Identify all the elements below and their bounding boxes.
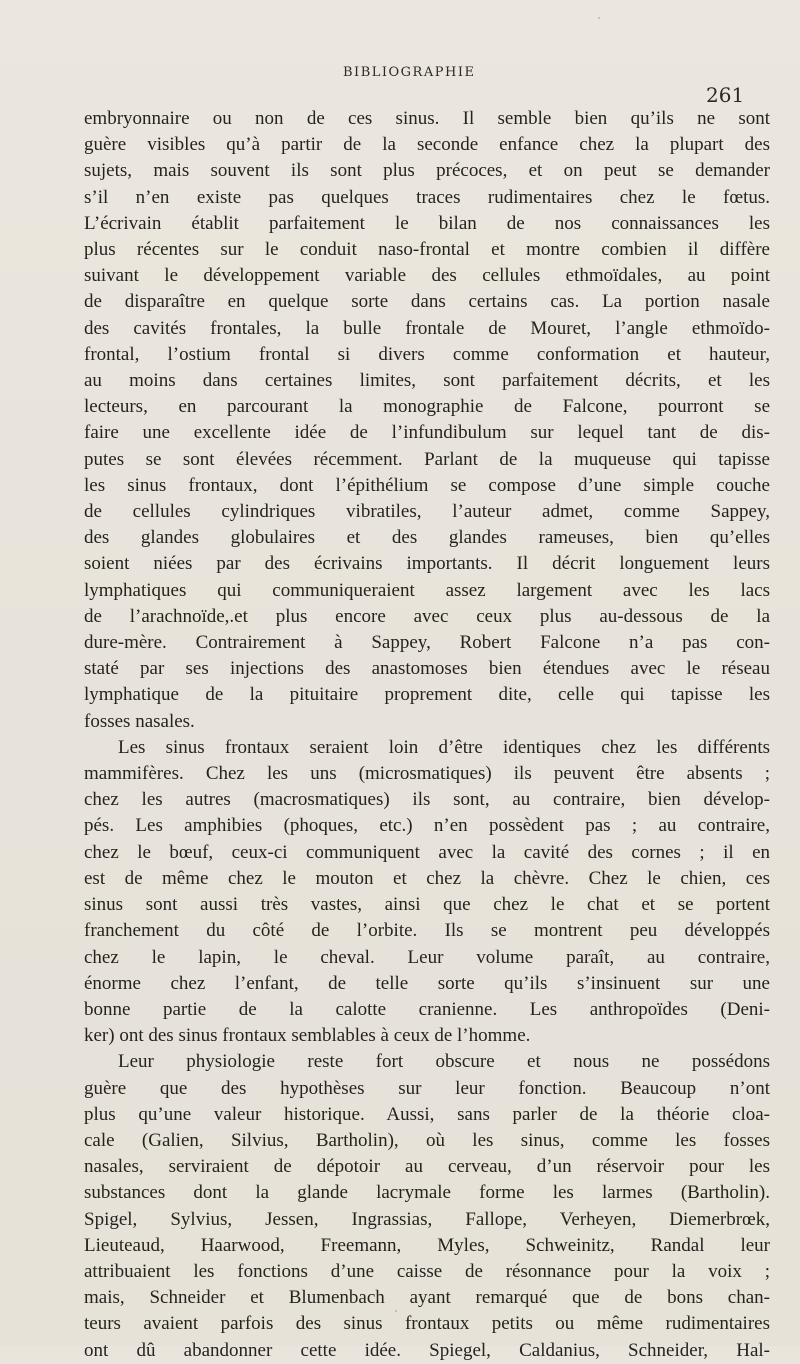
text-line: chez les autres (macrosmatiques) ils sont, au contraire, bien dévelop- (84, 789, 770, 811)
text-line: des cavités frontales, la bulle frontale de Mouret, l’angle ethmoïdo- (84, 317, 770, 339)
paper-speck (598, 17, 600, 19)
text-line: teurs avaient parfois des sinus frontaux petits ou même rudimentaires (84, 1313, 770, 1335)
text-line: cale (Galien, Silvius, Bartholin), où les sinus, comme les fosses (84, 1129, 770, 1151)
text-line: suivant le développement variable des cellules ethmoïdales, au point (84, 265, 770, 287)
text-line: Les sinus frontaux seraient loin d’être identiques chez les différents (118, 736, 770, 758)
text-line: mais, Schneider et Blumenbach ayant remarqué que de bons chan- (84, 1287, 770, 1309)
text-line: dure-mère. Contrairement à Sappey, Robert Falcone n’a pas con- (84, 632, 770, 654)
text-line: de cellules cylindriques vibratiles, l’auteur admet, comme Sappey, (84, 501, 770, 523)
text-line: embryonnaire ou non de ces sinus. Il semble bien qu’ils ne sont (84, 108, 770, 129)
text-line: soient niées par des écrivains importants. Il décrit longuement leurs (84, 553, 770, 575)
text-line: fosses nasales. (84, 710, 195, 732)
text-line: pés. Les amphibies (phoques, etc.) n’en possèdent pas ; au contraire, (84, 815, 770, 837)
text-line: faire une excellente idée de l’infundibulum sur lequel tant de dis- (84, 422, 770, 444)
text-line: putes se sont élevées récemment. Parlant de la muqueuse qui tapisse (84, 448, 770, 470)
text-line: substances dont la glande lacrymale forme les larmes (Bartholin). (84, 1182, 770, 1204)
text-line: ker) ont des sinus frontaux semblables à ceux de l’homme. (84, 1025, 531, 1047)
paper-speck (395, 1310, 397, 1312)
text-line: staté par ses injections des anastomoses bien étendues avec le réseau (84, 658, 770, 680)
text-line: franchement du côté de l’orbite. Ils se montrent peu développés (84, 920, 770, 942)
text-line: ont dû abandonner cette idée. Spiegel, Caldanius, Schneider, Hal- (84, 1339, 770, 1361)
text-line: est de même chez le mouton et chez la chèvre. Chez le chien, ces (84, 867, 770, 889)
text-line: chez le lapin, le cheval. Leur volume paraît, au contraire, (84, 946, 770, 968)
text-line: les sinus frontaux, dont l’épithélium se compose d’une simple couche (84, 474, 770, 496)
text-line: des glandes globulaires et des glandes rameuses, bien qu’elles (84, 527, 770, 549)
text-line: Spigel, Sylvius, Jessen, Ingrassias, Fallope, Verheyen, Diemerbrœk, (84, 1208, 770, 1230)
text-line: attribuaient les fonctions d’une caisse de résonnance pour la voix ; (84, 1260, 770, 1282)
text-line: Leur physiologie reste fort obscure et nous ne possédons (118, 1051, 770, 1073)
running-header: BIBLIOGRAPHIE (343, 65, 476, 80)
text-line: guère que des hypothèses sur leur fonction. Beaucoup n’ont (84, 1077, 770, 1099)
text-line: sinus sont aussi très vastes, ainsi que chez le chat et se portent (84, 894, 770, 916)
text-line: plus qu’une valeur historique. Aussi, sans parler de la théorie cloa- (84, 1103, 770, 1125)
text-line: lymphatiques qui communiqueraient assez largement avec les lacs (84, 579, 770, 601)
text-line: L’écrivain établit parfaitement le bilan de nos connaissances les (84, 212, 770, 234)
text-line: nasales, serviraient de dépotoir au cerveau, d’un réservoir pour les (84, 1156, 770, 1178)
text-line: frontal, l’ostium frontal si divers comme conformation et hauteur, (84, 343, 770, 365)
text-line: énorme chez l’enfant, de telle sorte qu’ils s’insinuent sur une (84, 972, 770, 994)
text-line: lecteurs, en parcourant la monographie de Falcone, pourront se (84, 396, 770, 418)
text-line: s’il n’en existe pas quelques traces rudimentaires chez le fœtus. (84, 186, 770, 208)
text-line: guère visibles qu’à partir de la seconde enfance chez la plupart des (84, 134, 770, 156)
text-line: lymphatique de la pituitaire proprement dite, celle qui tapisse les (84, 684, 770, 706)
text-line: de disparaître en quelque sorte dans certains cas. La portion nasale (84, 291, 770, 313)
text-line: chez le bœuf, ceux-ci communiquent avec la cavité des cornes ; il en (84, 841, 770, 863)
text-line: plus récentes sur le conduit naso-frontal et montre combien il diffère (84, 239, 770, 261)
text-line: bonne partie de la calotte cranienne. Les anthropoïdes (Deni- (84, 998, 770, 1020)
text-line: sujets, mais souvent ils sont plus précoces, et on peut se demander (84, 160, 770, 182)
body-text (84, 106, 770, 1364)
page-number: 261 (706, 83, 745, 107)
text-line: au moins dans certaines limites, sont parfaitement décrits, et les (84, 370, 770, 392)
text-line: de l’arachnoïde,.et plus encore avec ceux plus au-dessous de la (84, 605, 770, 627)
text-line: mammifères. Chez les uns (microsmatiques) ils peuvent être absents ; (84, 763, 770, 785)
text-line: Lieuteaud, Haarwood, Freemann, Myles, Schweinitz, Randal leur (84, 1234, 770, 1256)
